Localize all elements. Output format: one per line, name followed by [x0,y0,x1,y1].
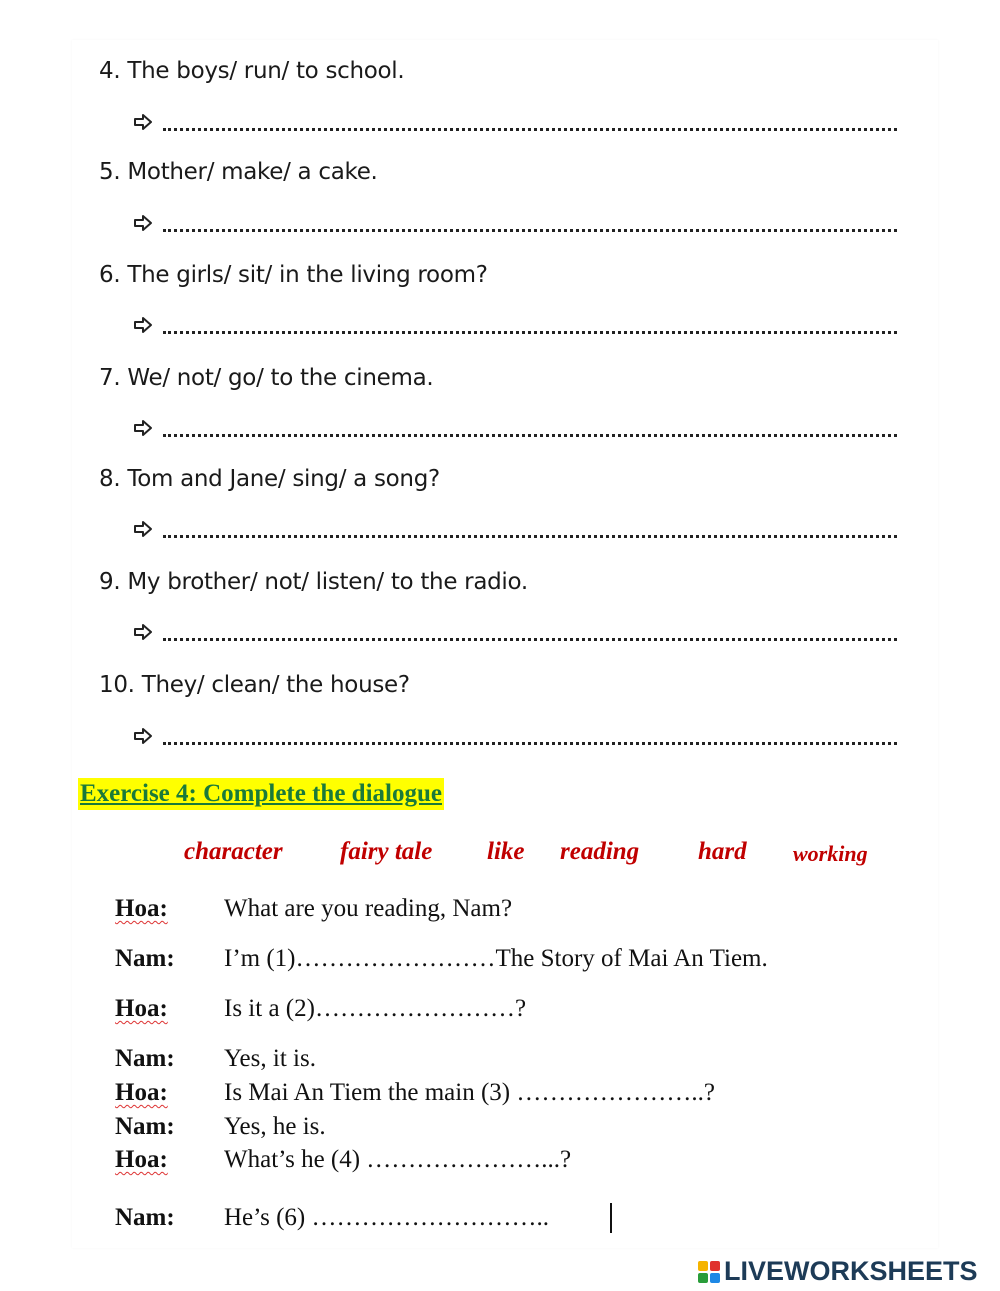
dialogue-line[interactable]: Is Mai An Tiem the main (3) …………………..? [224,1079,715,1106]
arrow-right-icon [133,315,153,335]
arrow-right-icon [133,622,153,642]
dialogue-line: What are you reading, Nam? [224,895,513,922]
dialogue-line[interactable]: I’m (1)……………………The Story of Mai An Tiem. [224,945,768,972]
word-bank-item: fairy tale [340,838,433,865]
answer-line-4[interactable] [133,108,897,134]
answer-line-8[interactable] [133,515,897,541]
word-bank-item: hard [698,838,747,865]
exercise-4-title: Exercise 4: Complete the dialogue [78,778,444,810]
question-4: 4. The boys/ run/ to school. [99,58,405,84]
word-bank-item: reading [560,838,640,865]
answer-line-5[interactable] [133,209,897,235]
speaker-label: Nam: [115,1204,175,1231]
dialogue-line[interactable]: He’s (6) ……………………….. [224,1204,549,1231]
speaker-label: Hoa: [115,895,168,922]
dialogue-line[interactable]: What’s he (4) …………………...? [224,1146,572,1173]
dialogue-line: Yes, he is. [224,1113,326,1140]
word-bank-item: working [793,841,868,866]
question-9: 9. My brother/ not/ listen/ to the radio. [99,569,528,595]
question-6: 6. The girls/ sit/ in the living room? [99,262,488,288]
question-10: 10. They/ clean/ the house? [99,672,410,698]
question-8: 8. Tom and Jane/ sing/ a song? [99,466,440,492]
word-bank-item: character [184,838,283,865]
arrow-right-icon [133,418,153,438]
speaker-label: Hoa: [115,995,168,1022]
question-7: 7. We/ not/ go/ to the cinema. [99,365,434,391]
answer-line-10[interactable] [133,722,897,748]
speaker-label: Nam: [115,945,175,972]
word-bank-item: like [487,838,525,865]
logo-text: LIVEWORKSHEETS [724,1256,978,1286]
answer-line-6[interactable] [133,311,897,337]
liveworksheets-logo [698,1256,978,1287]
logo-icon [698,1261,720,1283]
speaker-label: Hoa: [115,1146,168,1173]
speaker-label: Nam: [115,1113,175,1140]
dialogue-line[interactable]: Is it a (2)……………………? [224,995,527,1022]
text-cursor [610,1203,612,1233]
answer-line-7[interactable] [133,414,897,440]
dialogue-line: Yes, it is. [224,1045,316,1072]
arrow-right-icon [133,726,153,746]
speaker-label: Hoa: [115,1079,168,1106]
arrow-right-icon [133,112,153,132]
arrow-right-icon [133,213,153,233]
arrow-right-icon [133,519,153,539]
question-5: 5. Mother/ make/ a cake. [99,159,378,185]
speaker-label: Nam: [115,1045,175,1072]
answer-line-9[interactable] [133,618,897,644]
